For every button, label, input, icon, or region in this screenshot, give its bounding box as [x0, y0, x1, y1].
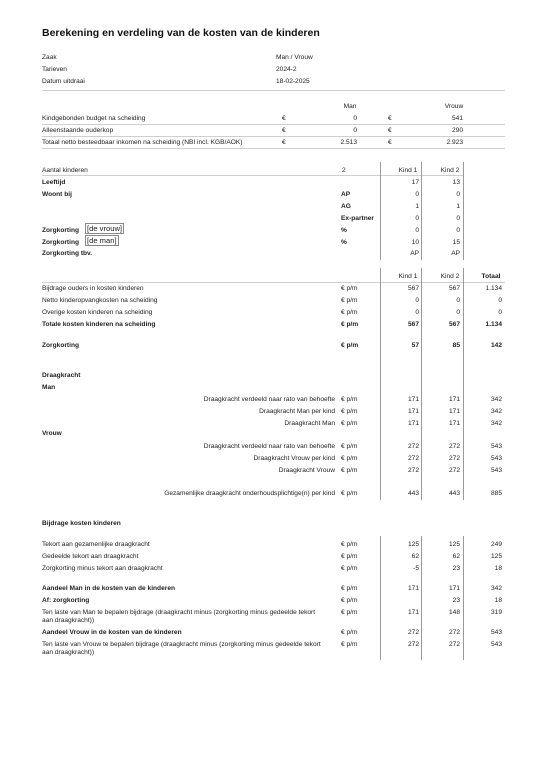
care-discount-label: Zorgkorting [42, 342, 79, 349]
final-label: Ten laste van Vrouw te bepalen bijdrage (draagkracht minus (zorgkorting minus gedeelde tekort [42, 641, 321, 648]
column-divider [421, 268, 422, 500]
care-discount-kind2: 15 [452, 239, 460, 246]
unit-label: € p/m [341, 585, 358, 592]
capacity-label: Draagkracht Man [284, 420, 335, 427]
info-value: Man / Vrouw [276, 54, 313, 61]
income-label: Kindgebonden budget na scheiding [42, 115, 146, 122]
lives-with-option: Ex-partner [341, 215, 374, 222]
contribution-label: Zorgkorting minus tekort aan draagkracht [42, 565, 163, 572]
cost-kind1: 0 [415, 309, 419, 316]
column-divider [380, 162, 381, 260]
column-divider [463, 268, 464, 500]
cost-label: Totale kosten kinderen na scheiding [42, 321, 156, 328]
column-header-kind2: Kind 2 [440, 273, 460, 280]
subsection-vrouw: Vrouw [42, 430, 62, 437]
lives-with-kind1: 0 [415, 215, 419, 222]
capacity-kind1: 272 [407, 467, 419, 474]
cost-label: Netto kinderopvangkosten na scheiding [42, 297, 158, 304]
capacity-kind1: 272 [407, 455, 419, 462]
income-label: Alleenstaande ouderkop [42, 127, 114, 134]
joint-capacity-total: 885 [490, 490, 502, 497]
lives-with-kind1: 0 [415, 191, 419, 198]
joint-capacity-kind2: 443 [448, 490, 460, 497]
unit-label: € p/m [341, 396, 358, 403]
contribution-total: 125 [490, 553, 502, 560]
contribution-kind2: 23 [452, 565, 460, 572]
final-label-continued: aan draagkracht)) [42, 649, 95, 656]
final-kind2: 272 [448, 629, 460, 636]
capacity-total: 342 [490, 408, 502, 415]
info-label: Datum uitdraai [42, 78, 85, 85]
currency-symbol: € [388, 115, 392, 122]
cost-kind2: 567 [448, 321, 460, 328]
cost-total: 1.134 [485, 285, 502, 292]
age-kind1: 17 [411, 179, 419, 186]
column-header-kind1: Kind 1 [398, 167, 418, 174]
final-label: Aandeel Vrouw in de kosten van de kinderen [42, 629, 182, 636]
column-divider [421, 536, 422, 660]
column-divider [380, 536, 381, 660]
currency-symbol: € [282, 115, 286, 122]
cost-kind2: 567 [448, 285, 460, 292]
unit-label: € p/m [341, 641, 358, 648]
care-discount-label: Zorgkorting [42, 227, 79, 234]
lives-with-option: AG [341, 203, 351, 210]
final-kind1: 171 [407, 609, 419, 616]
cost-kind1: 567 [407, 321, 419, 328]
cost-kind2: 0 [456, 309, 460, 316]
capacity-kind2: 272 [448, 455, 460, 462]
contribution-kind2: 125 [448, 541, 460, 548]
capacity-kind2: 171 [448, 396, 460, 403]
currency-symbol: € [388, 139, 392, 146]
cost-kind2: 0 [456, 297, 460, 304]
lives-with-option: AP [341, 191, 351, 198]
final-kind2: 171 [448, 585, 460, 592]
column-divider [380, 268, 381, 500]
currency-symbol: € [282, 127, 286, 134]
capacity-kind2: 171 [448, 408, 460, 415]
unit-label: € p/m [341, 467, 358, 474]
cost-kind1: 567 [407, 285, 419, 292]
final-kind2: 272 [448, 641, 460, 648]
column-header-kind2: Kind 2 [440, 167, 460, 174]
cost-total: 0 [498, 309, 502, 316]
cost-total: 1.134 [485, 321, 502, 328]
contribution-label: Tekort aan gezamenlijke draagkracht [42, 541, 150, 548]
unit-label: € p/m [341, 443, 358, 450]
cost-total: 0 [498, 297, 502, 304]
final-label: Aandeel Man in de kosten van de kinderen [42, 585, 176, 592]
contribution-total: 18 [494, 565, 502, 572]
final-total: 18 [494, 597, 502, 604]
info-value: 2024-2 [276, 66, 297, 73]
column-divider [463, 536, 464, 660]
capacity-kind2: 272 [448, 467, 460, 474]
capacity-total: 543 [490, 455, 502, 462]
unit-label: € p/m [341, 629, 358, 636]
lives-with-label: Woont bij [42, 191, 72, 198]
contribution-kind2: 62 [452, 553, 460, 560]
contribution-kind1: 125 [407, 541, 419, 548]
final-total: 543 [490, 641, 502, 648]
joint-capacity-label: Gezamenlijke draagkracht onderhoudsplichtige(n) per kind [164, 490, 335, 497]
section-title-bijdrage: Bijdrage kosten kinderen [42, 520, 121, 527]
capacity-kind2: 171 [448, 420, 460, 427]
income-man-value: 0 [353, 127, 357, 134]
joint-capacity-kind1: 443 [407, 490, 419, 497]
income-vrouw-value: 541 [451, 115, 463, 122]
final-total: 543 [490, 629, 502, 636]
unit-label: € p/m [341, 553, 358, 560]
unit-label: € p/m [341, 408, 358, 415]
cost-label: Bijdrage ouders in kosten kinderen [42, 285, 144, 292]
unit-label: € p/m [341, 420, 358, 427]
capacity-kind1: 171 [407, 396, 419, 403]
column-header-total: Totaal [481, 273, 501, 280]
capacity-total: 543 [490, 443, 502, 450]
income-man-value: 2.513 [340, 139, 357, 146]
capacity-label: Draagkracht Man per kind [259, 408, 335, 415]
unit-label: € p/m [341, 565, 358, 572]
row-divider [42, 136, 505, 137]
income-man-value: 0 [353, 115, 357, 122]
final-kind2: 23 [452, 597, 460, 604]
column-header-vrouw: Vrouw [444, 103, 464, 110]
capacity-total: 543 [490, 467, 502, 474]
age-label: Leeftijd [42, 179, 66, 186]
care-discount-for-kind2: AP [451, 250, 460, 257]
final-total: 342 [490, 585, 502, 592]
handwritten-note: [de man] [87, 236, 117, 245]
care-discount-kind2: 0 [456, 227, 460, 234]
care-discount-for-kind1: AP [410, 250, 419, 257]
unit-label: € p/m [341, 490, 358, 497]
unit-label: € p/m [341, 609, 358, 616]
percent-unit: % [341, 227, 347, 234]
currency-symbol: € [388, 127, 392, 134]
contribution-label: Gedeelde tekort aan draagkracht [42, 553, 139, 560]
contribution-kind1: -5 [413, 565, 419, 572]
capacity-label: Draagkracht Vrouw per kind [253, 455, 335, 462]
unit-label: € p/m [341, 309, 358, 316]
column-header-kind1: Kind 1 [398, 273, 418, 280]
info-value: 18-02-2025 [276, 78, 310, 85]
care-discount-for-label: Zorgkorting tbv. [42, 250, 93, 257]
final-kind1: 272 [407, 641, 419, 648]
capacity-kind1: 171 [407, 420, 419, 427]
currency-symbol: € [282, 139, 286, 146]
care-discount-kind1: 57 [411, 342, 419, 349]
income-vrouw-value: 2.923 [446, 139, 463, 146]
column-header-man: Man [343, 103, 357, 110]
contribution-total: 249 [490, 541, 502, 548]
children-count-value: 2 [342, 167, 346, 174]
unit-label: € p/m [341, 455, 358, 462]
capacity-total: 342 [490, 396, 502, 403]
income-label: Totaal netto besteedbaar inkomen na scheiding (NBI incl. KGB/AOK) [42, 139, 243, 146]
capacity-label: Draagkracht verdeeld naar rato van behoefte [203, 443, 335, 450]
capacity-total: 342 [490, 420, 502, 427]
row-divider [42, 148, 505, 149]
page-title: Berekening en verdeling van de kosten van de kinderen [42, 27, 320, 39]
final-kind1: 171 [407, 585, 419, 592]
contribution-kind1: 62 [411, 553, 419, 560]
lives-with-kind2: 0 [456, 215, 460, 222]
final-total: 319 [490, 609, 502, 616]
unit-label: € p/m [341, 597, 358, 604]
unit-label: € p/m [341, 541, 358, 548]
column-divider [421, 162, 422, 260]
care-discount-label: Zorgkorting [42, 239, 79, 246]
unit-label: € p/m [341, 285, 358, 292]
cost-kind1: 0 [415, 297, 419, 304]
unit-label: € p/m [341, 342, 359, 349]
cost-label: Overige kosten kinderen na scheiding [42, 309, 153, 316]
row-divider [42, 124, 505, 125]
section-title-draagkracht: Draagkracht [42, 372, 81, 379]
row-divider [42, 175, 463, 176]
final-kind1: 272 [407, 629, 419, 636]
capacity-kind1: 171 [407, 408, 419, 415]
final-label-continued: aan draagkracht)) [42, 617, 95, 624]
lives-with-kind1: 1 [415, 203, 419, 210]
lives-with-kind2: 0 [456, 191, 460, 198]
unit-label: € p/m [341, 297, 358, 304]
capacity-label: Draagkracht Vrouw [278, 467, 335, 474]
final-kind2: 148 [448, 609, 460, 616]
care-discount-total: 142 [490, 342, 502, 349]
lives-with-kind2: 1 [456, 203, 460, 210]
final-label: Ten laste van Man te bepalen bijdrage (draagkracht minus (zorgkorting minus gedeelde tekort [42, 609, 316, 616]
percent-unit: % [341, 239, 347, 246]
care-discount-kind1: 0 [415, 227, 419, 234]
subsection-man: Man [42, 384, 56, 391]
capacity-kind2: 272 [448, 443, 460, 450]
children-count-label: Aantal kinderen [42, 167, 88, 174]
age-kind2: 13 [452, 179, 460, 186]
capacity-label: Draagkracht verdeeld naar rato van behoefte [203, 396, 335, 403]
final-label: Af: zorgkorting [42, 597, 90, 604]
handwritten-note: [de vrouw] [87, 224, 123, 233]
row-divider [42, 282, 505, 283]
capacity-kind1: 272 [407, 443, 419, 450]
row-divider [42, 90, 505, 91]
column-divider [463, 162, 464, 260]
care-discount-kind1: 10 [411, 239, 419, 246]
info-label: Tarieven [42, 66, 67, 73]
care-discount-kind2: 85 [452, 342, 460, 349]
info-label: Zaak [42, 54, 57, 61]
unit-label: € p/m [341, 321, 359, 328]
income-vrouw-value: 290 [451, 127, 463, 134]
